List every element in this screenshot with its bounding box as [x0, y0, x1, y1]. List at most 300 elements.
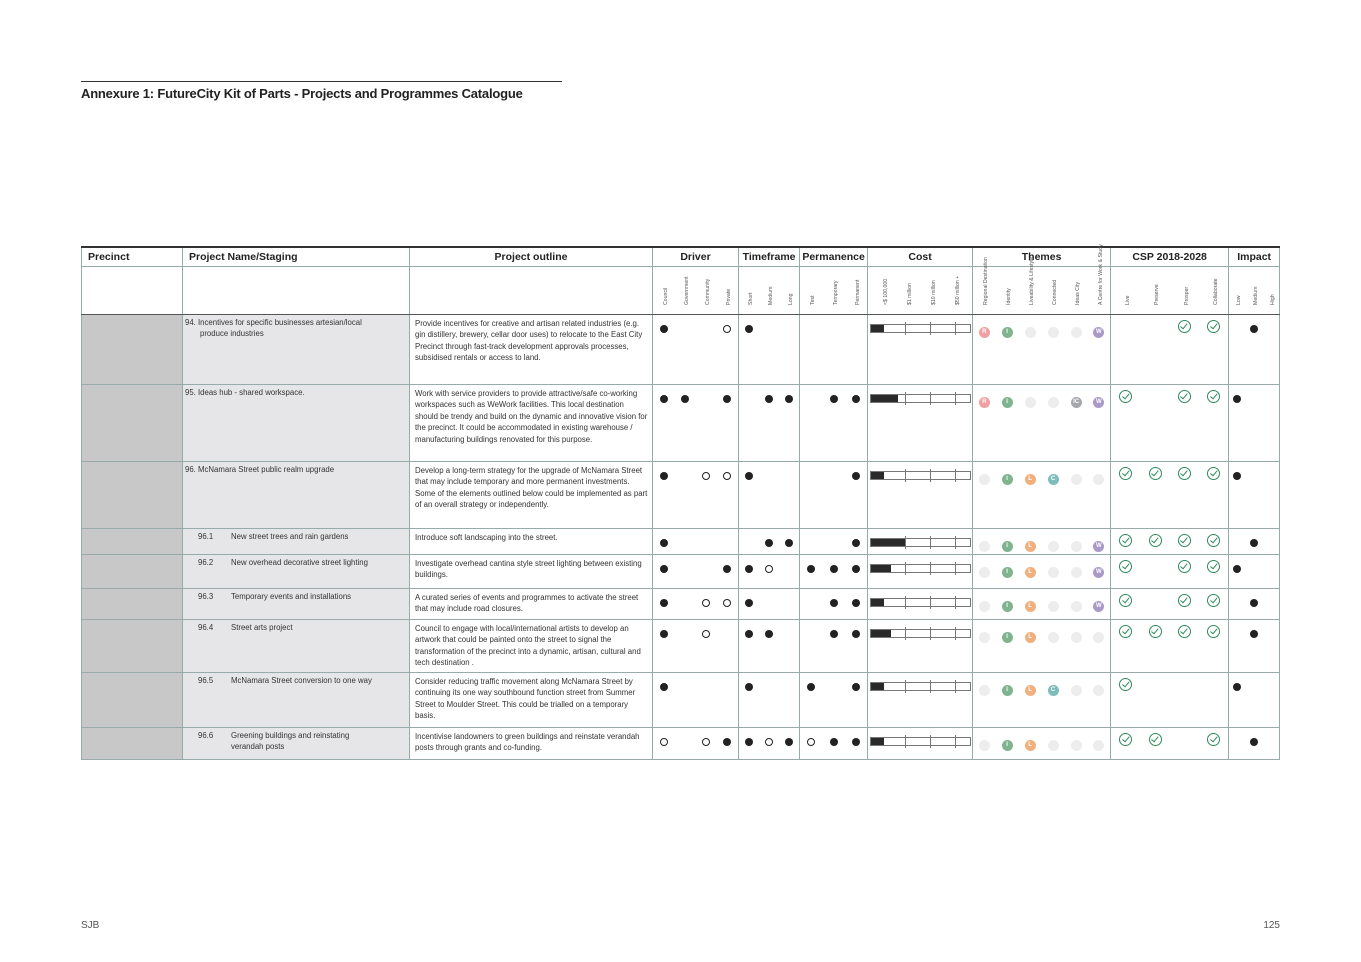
theme-cell [1042, 673, 1065, 728]
header-project-name: Project Name/Staging [183, 247, 410, 267]
subheader-label: A Centre for Work & Study [1097, 244, 1104, 306]
theme-c-badge-icon: C [1048, 397, 1059, 408]
csp-cell [1111, 728, 1141, 760]
header-permanence: Permanence [800, 247, 868, 267]
precinct-cell [82, 555, 183, 589]
subheader-outline-blank [410, 267, 653, 315]
stage-name [231, 623, 409, 634]
subheader-csp-0 [1111, 267, 1141, 315]
theme-cell [973, 462, 996, 529]
impact-cell [1246, 529, 1263, 555]
csp-cell [1170, 315, 1200, 385]
permanence-cell [845, 620, 868, 673]
cost-bar [870, 538, 971, 547]
project-outline-cell: A curated series of events and programmes to activate the street that may include road closures. [410, 589, 653, 620]
subheader-csp-2 [1170, 267, 1200, 315]
permanence-cell [823, 673, 845, 728]
driver-cell [675, 728, 696, 760]
permanence-cell [845, 385, 868, 462]
subheader-label: Temporary [832, 280, 839, 306]
cost-bar [870, 737, 971, 746]
cost-cell [868, 673, 973, 728]
theme-c-badge-icon: C [1048, 601, 1059, 612]
empty-circle-icon [723, 472, 731, 480]
filled-dot-icon [1233, 472, 1241, 480]
subheader-label: Collaborate [1212, 278, 1219, 306]
subheader-driver-3 [717, 267, 739, 315]
subheader-label: Medium [1253, 286, 1260, 306]
theme-cell [1019, 673, 1042, 728]
subheader-label: Live [1124, 295, 1131, 306]
permanence-cell [800, 673, 823, 728]
theme-cell [1088, 315, 1111, 385]
precinct-cell [82, 589, 183, 620]
filled-dot-icon [830, 395, 838, 403]
project-outline-cell: Council to engage with local/international artists to develop an artwork that could be painted onto the street to signal the transformation of the precinct into a dynamic, artisan, cultural and tech destination . [410, 620, 653, 673]
cost-bar-fill [871, 683, 885, 690]
driver-cell [717, 315, 739, 385]
subheader-driver-1 [675, 267, 696, 315]
filled-dot-icon [660, 683, 668, 691]
precinct-cell [82, 620, 183, 673]
driver-cell [717, 589, 739, 620]
header-themes: Themes [973, 247, 1111, 267]
csp-cell [1170, 673, 1200, 728]
precinct-cell [82, 673, 183, 728]
csp-cell [1200, 673, 1229, 728]
impact-cell [1263, 555, 1280, 589]
subheader-themes-0 [973, 257, 996, 315]
table-row [82, 728, 1280, 760]
theme-c-badge-icon: C [1048, 541, 1059, 552]
filled-dot-icon [852, 565, 860, 573]
theme-cell [1019, 462, 1042, 529]
subheader-label: High [1269, 294, 1276, 306]
permanence-cell [800, 555, 823, 589]
cost-bar-tick [955, 680, 956, 693]
cost-bar [870, 471, 971, 480]
cost-cell [868, 589, 973, 620]
driver-cell [696, 385, 717, 462]
filled-dot-icon [852, 472, 860, 480]
csp-cell [1200, 620, 1229, 673]
header-timeframe: Timeframe [739, 247, 800, 267]
theme-cell [1088, 620, 1111, 673]
timeframe-cell [779, 462, 800, 529]
projects-table-wrapper [81, 246, 1280, 760]
impact-cell [1263, 589, 1280, 620]
driver-cell [675, 385, 696, 462]
check-circle-icon [1119, 625, 1132, 638]
theme-l-badge-icon: L [1025, 601, 1036, 612]
empty-circle-icon [807, 738, 815, 746]
theme-ic-badge-icon: IC [1071, 541, 1082, 552]
cost-bar-tick [905, 627, 906, 640]
impact-cell [1246, 620, 1263, 673]
filled-dot-icon [830, 630, 838, 638]
theme-ic-badge-icon: IC [1071, 474, 1082, 485]
cost-bar-tick [930, 627, 931, 640]
check-circle-icon [1207, 594, 1220, 607]
stage-name [231, 532, 409, 543]
theme-cell [1042, 728, 1065, 760]
filled-dot-icon [785, 539, 793, 547]
project-name-cell [183, 728, 410, 760]
theme-i-badge-icon: I [1002, 685, 1013, 696]
subheader-timeframe-2 [779, 267, 800, 315]
cost-bar-tick [905, 469, 906, 482]
csp-cell [1200, 385, 1229, 462]
project-outline-cell: Consider reducing traffic movement along McNamara Street by continuing its one way southbound function street from Summer Street to Moulder Street. This could be trialled on a temporary basis. [410, 673, 653, 728]
cost-bar-tick [930, 469, 931, 482]
csp-cell [1200, 555, 1229, 589]
theme-cell [1019, 620, 1042, 673]
check-circle-icon [1149, 733, 1162, 746]
filled-dot-icon [852, 599, 860, 607]
driver-cell [717, 673, 739, 728]
driver-cell [717, 385, 739, 462]
theme-c-badge-icon: C [1048, 567, 1059, 578]
theme-cell [973, 620, 996, 673]
check-circle-icon [1207, 560, 1220, 573]
theme-cell [1042, 529, 1065, 555]
check-circle-icon [1207, 320, 1220, 333]
driver-cell [675, 555, 696, 589]
timeframe-cell [779, 728, 800, 760]
table-row [82, 589, 1280, 620]
stage-name-line: New street trees and rain gardens [231, 532, 349, 541]
permanence-cell [823, 385, 845, 462]
theme-cell [1019, 589, 1042, 620]
driver-cell [696, 315, 717, 385]
stage-name [231, 731, 409, 752]
project-name: 95. Ideas hub - shared workspace. [185, 388, 305, 397]
filled-dot-icon [830, 738, 838, 746]
projects-table [81, 246, 1280, 760]
theme-ic-badge-icon: IC [1071, 327, 1082, 338]
project-outline-cell: Work with service providers to provide attractive/safe co-working workspaces such as WeWork facilities. This local destination should be trendy and build on the dynamic and innovative vision for the precinct. It could be accommodated in existing warehouse / manufacturing buildings renovated for this purpose. [410, 385, 653, 462]
timeframe-cell [739, 462, 759, 529]
subheader-label: Government [684, 276, 690, 306]
cost-bar-fill [871, 395, 899, 402]
csp-cell [1141, 728, 1170, 760]
filled-dot-icon [1250, 630, 1258, 638]
timeframe-cell [779, 620, 800, 673]
table-row [82, 620, 1280, 673]
subheader-label: Identity [1006, 288, 1013, 306]
theme-r-badge-icon: R [979, 397, 990, 408]
subheader-precinct-blank [82, 267, 183, 315]
subheader-timeframe-0 [739, 267, 759, 315]
project-outline-cell: Incentivise landowners to green buildings and reinstate verandah posts through grants and co-funding. [410, 728, 653, 760]
csp-cell [1170, 385, 1200, 462]
permanence-cell [800, 589, 823, 620]
driver-cell [653, 589, 675, 620]
theme-cell [1065, 462, 1088, 529]
filled-dot-icon [852, 395, 860, 403]
timeframe-cell [759, 315, 779, 385]
stage-number: 96.5 [198, 676, 214, 685]
table-row [82, 529, 1280, 555]
filled-dot-icon [830, 599, 838, 607]
theme-ic-badge-icon: IC [1071, 685, 1082, 696]
theme-w-badge-icon: W [1093, 567, 1104, 578]
stage-number: 96.1 [198, 532, 214, 541]
theme-cell [973, 673, 996, 728]
filled-dot-icon [785, 738, 793, 746]
title-rule [81, 81, 562, 82]
cost-bar-tick [955, 627, 956, 640]
subheader-label: $50 million + [955, 276, 962, 306]
permanence-cell [845, 462, 868, 529]
theme-r-badge-icon: R [979, 632, 990, 643]
theme-w-badge-icon: W [1093, 685, 1104, 696]
driver-cell [717, 620, 739, 673]
subheader-impact-0 [1229, 267, 1246, 315]
theme-cell [1019, 555, 1042, 589]
empty-circle-icon [765, 565, 773, 573]
csp-cell [1141, 315, 1170, 385]
header-precinct: Precinct [82, 247, 183, 267]
cost-bar-fill [871, 565, 892, 572]
filled-dot-icon [807, 565, 815, 573]
impact-cell [1246, 728, 1263, 760]
empty-circle-icon [702, 472, 710, 480]
timeframe-cell [739, 728, 759, 760]
subheader-permanence-1 [823, 267, 845, 315]
subheader-themes-2 [1019, 257, 1042, 315]
check-circle-icon [1119, 594, 1132, 607]
cost-bar-fill [871, 539, 906, 546]
csp-cell [1141, 673, 1170, 728]
cost-bar [870, 598, 971, 607]
cost-bar-tick [905, 680, 906, 693]
project-outline-cell: Investigate overhead cantina style street lighting between existing buildings. [410, 555, 653, 589]
csp-cell [1200, 529, 1229, 555]
theme-ic-badge-icon: IC [1071, 397, 1082, 408]
subheader-label: Connected [1052, 280, 1059, 306]
csp-cell [1200, 462, 1229, 529]
theme-cell [1088, 529, 1111, 555]
theme-r-badge-icon: R [979, 567, 990, 578]
theme-ic-badge-icon: IC [1071, 601, 1082, 612]
subheader-label: Low [1236, 295, 1243, 306]
cost-bar-tick [955, 536, 956, 549]
filled-dot-icon [852, 539, 860, 547]
check-circle-icon [1178, 320, 1191, 333]
theme-w-badge-icon: W [1093, 740, 1104, 751]
subheader-permanence-0 [800, 267, 823, 315]
permanence-cell [823, 728, 845, 760]
theme-cell [973, 728, 996, 760]
cost-bar-fill [871, 325, 885, 332]
filled-dot-icon [745, 738, 753, 746]
cost-bar-tick [905, 735, 906, 748]
permanence-cell [823, 529, 845, 555]
subheader-csp-3 [1200, 267, 1229, 315]
theme-cell [1088, 462, 1111, 529]
timeframe-cell [759, 529, 779, 555]
subheader-label: Permanent [854, 280, 861, 306]
csp-cell [1170, 728, 1200, 760]
theme-r-badge-icon: R [979, 327, 990, 338]
filled-dot-icon [660, 539, 668, 547]
theme-cell [1065, 673, 1088, 728]
cost-bar [870, 682, 971, 691]
theme-cell [1042, 620, 1065, 673]
stage-name-line: Temporary events and installations [231, 592, 352, 601]
project-name-cell [183, 555, 410, 589]
csp-cell [1170, 529, 1200, 555]
subheader-label: Medium [767, 286, 774, 306]
theme-w-badge-icon: W [1093, 632, 1104, 643]
csp-cell [1200, 315, 1229, 385]
csp-cell [1111, 555, 1141, 589]
cost-bar-tick [930, 596, 931, 609]
stage-name-line: verandah posts [231, 741, 285, 751]
check-circle-icon [1178, 390, 1191, 403]
filled-dot-icon [765, 539, 773, 547]
impact-cell [1263, 728, 1280, 760]
cost-bar-tick [905, 392, 906, 405]
theme-cell [1088, 589, 1111, 620]
projects-table-body [82, 315, 1280, 760]
filled-dot-icon [745, 325, 753, 333]
theme-cell [1088, 555, 1111, 589]
timeframe-cell [739, 589, 759, 620]
filled-dot-icon [723, 565, 731, 573]
theme-l-badge-icon: L [1025, 567, 1036, 578]
driver-cell [653, 385, 675, 462]
theme-w-badge-icon: W [1093, 397, 1104, 408]
subheader-label: Community [705, 279, 711, 306]
impact-cell [1229, 555, 1246, 589]
csp-cell [1200, 728, 1229, 760]
project-name-cell [183, 529, 410, 555]
driver-cell [675, 620, 696, 673]
theme-cell [1065, 728, 1088, 760]
cost-bar-tick [930, 392, 931, 405]
driver-cell [696, 728, 717, 760]
cost-bar-fill [871, 630, 892, 637]
filled-dot-icon [745, 472, 753, 480]
cost-bar-tick [955, 596, 956, 609]
stage-name [231, 592, 409, 603]
project-name-cell [183, 462, 410, 529]
subheader-themes-3 [1042, 267, 1065, 315]
theme-c-badge-icon: C [1048, 327, 1059, 338]
theme-cell [1065, 385, 1088, 462]
csp-cell [1111, 529, 1141, 555]
filled-dot-icon [723, 395, 731, 403]
subheader-label: Preserve [1154, 284, 1161, 306]
permanence-cell [823, 620, 845, 673]
header-project-outline: Project outline [410, 247, 653, 267]
filled-dot-icon [660, 325, 668, 333]
driver-cell [717, 529, 739, 555]
theme-l-badge-icon: L [1025, 740, 1036, 751]
filled-dot-icon [745, 565, 753, 573]
filled-dot-icon [681, 395, 689, 403]
csp-cell [1111, 462, 1141, 529]
driver-cell [675, 529, 696, 555]
timeframe-cell [759, 728, 779, 760]
csp-cell [1200, 589, 1229, 620]
empty-circle-icon [660, 738, 668, 746]
page-title: Annexure 1: FutureCity Kit of Parts - Projects and Programmes Catalogue [81, 86, 523, 101]
stage-name-line: New overhead decorative street lighting [231, 558, 368, 567]
cost-cell [868, 462, 973, 529]
project-name-cell [183, 385, 410, 462]
theme-cell [1042, 462, 1065, 529]
filled-dot-icon [660, 565, 668, 573]
header-impact: Impact [1229, 247, 1280, 267]
check-circle-icon [1207, 625, 1220, 638]
theme-c-badge-icon: C [1048, 685, 1059, 696]
theme-r-badge-icon: R [979, 740, 990, 751]
theme-w-badge-icon: W [1093, 541, 1104, 552]
driver-cell [653, 555, 675, 589]
filled-dot-icon [852, 630, 860, 638]
driver-cell [653, 620, 675, 673]
filled-dot-icon [1250, 325, 1258, 333]
driver-cell [653, 728, 675, 760]
subheader-label: Prosper [1183, 287, 1190, 306]
subheader-label: $10 million [931, 280, 938, 306]
csp-cell [1170, 589, 1200, 620]
table-row [82, 673, 1280, 728]
theme-ic-badge-icon: IC [1071, 632, 1082, 643]
filled-dot-icon [745, 630, 753, 638]
empty-circle-icon [723, 325, 731, 333]
theme-cell [1088, 673, 1111, 728]
cost-bar [870, 564, 971, 573]
theme-l-badge-icon: L [1025, 327, 1036, 338]
theme-l-badge-icon: L [1025, 632, 1036, 643]
check-circle-icon [1119, 560, 1132, 573]
check-circle-icon [1119, 733, 1132, 746]
theme-cell [996, 529, 1019, 555]
driver-cell [717, 555, 739, 589]
project-outline-cell: Provide incentives for creative and artisan related industries (e.g. gin distillery, brewery, cellar door uses) to relocate to the East City Precinct through fast-track development approvals processes, subsidised rentals or access to land. [410, 315, 653, 385]
driver-cell [653, 673, 675, 728]
driver-cell [696, 620, 717, 673]
stage-number: 96.3 [198, 592, 214, 601]
theme-c-badge-icon: C [1048, 474, 1059, 485]
subheader-impact-1 [1246, 267, 1263, 315]
stage-name [231, 676, 409, 687]
cost-bar-tick [930, 680, 931, 693]
empty-circle-icon [765, 738, 773, 746]
permanence-cell [823, 589, 845, 620]
permanence-cell [845, 728, 868, 760]
cost-bar-tick [930, 562, 931, 575]
check-circle-icon [1149, 467, 1162, 480]
stage-number: 96.4 [198, 623, 214, 632]
subheader-label: Regional Destination [983, 257, 990, 306]
check-circle-icon [1178, 534, 1191, 547]
subheader-label: Liveability & Lifestyle [1029, 257, 1036, 306]
timeframe-cell [739, 620, 759, 673]
subheader-label: Private [726, 289, 733, 306]
filled-dot-icon [660, 599, 668, 607]
csp-cell [1141, 462, 1170, 529]
csp-cell [1170, 620, 1200, 673]
timeframe-cell [739, 673, 759, 728]
theme-l-badge-icon: L [1025, 541, 1036, 552]
project-name: 94. Incentives for specific businesses artesian/local [185, 318, 362, 327]
csp-cell [1170, 555, 1200, 589]
